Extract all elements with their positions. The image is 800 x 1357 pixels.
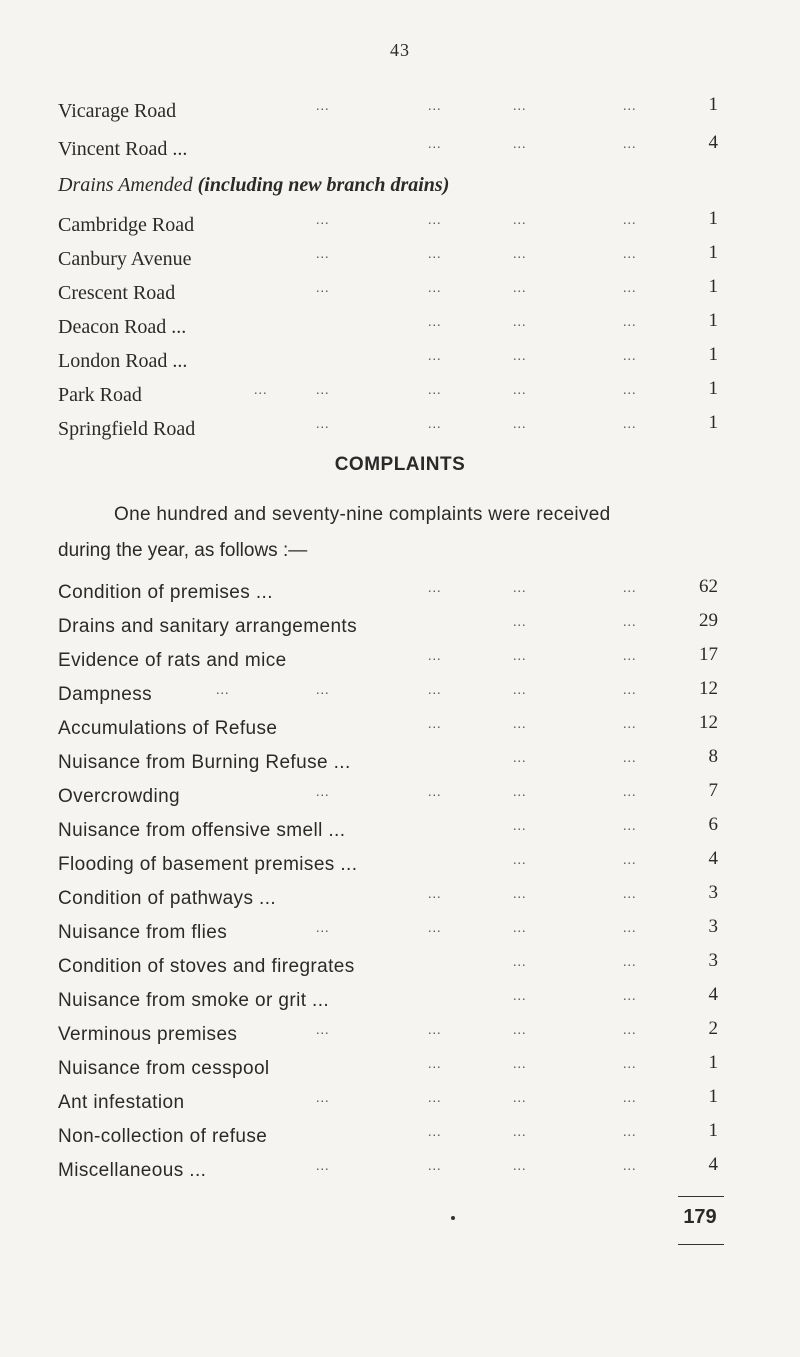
item-label: Cambridge Road (58, 214, 195, 236)
item-label: Evidence of rats and mice (58, 650, 287, 671)
leader-dots: ... (428, 649, 442, 664)
item-value: 1 (708, 276, 718, 297)
list-item (58, 1054, 718, 1084)
item-label: Nuisance from offensive smell ... (58, 820, 346, 841)
leader-dots: ... (623, 853, 637, 868)
leader-dots: ... (428, 785, 442, 800)
item-label: Condition of pathways ... (58, 888, 277, 909)
list-item (58, 816, 718, 846)
leader-dots: ... (513, 649, 527, 664)
list-item (58, 414, 718, 444)
leader-dots: ... (513, 751, 527, 766)
item-value: 1 (708, 344, 718, 365)
leader-dots: ... (513, 921, 527, 936)
item-label: Condition of premises ... (58, 582, 273, 603)
section-heading-note: (including new branch drains) (197, 174, 450, 196)
item-value: 1 (708, 242, 718, 263)
leader-dots: ... (428, 1125, 442, 1140)
leader-dots: ... (623, 1159, 637, 1174)
leader-dots: ... (513, 955, 527, 970)
item-value: 4 (708, 132, 718, 153)
leader-dots: ... (428, 921, 442, 936)
leader-dots: ... (316, 247, 330, 262)
leader-dots: ... (513, 785, 527, 800)
leader-dots: ... (428, 99, 442, 114)
leader-dots: ... (513, 1023, 527, 1038)
item-value: 17 (699, 644, 718, 665)
item-label: Vincent Road ... (58, 138, 188, 160)
leader-dots: ... (428, 683, 442, 698)
section-heading-main: Drains Amended (58, 174, 193, 196)
leader-dots: ... (623, 1125, 637, 1140)
leader-dots: ... (623, 921, 637, 936)
section-heading (58, 170, 449, 200)
item-value: 4 (708, 848, 718, 869)
item-label: Nuisance from flies (58, 922, 228, 943)
item-label: Non-collection of refuse (58, 1126, 268, 1147)
leader-dots: ... (428, 1159, 442, 1174)
leader-dots: ... (513, 819, 527, 834)
item-label: Overcrowding (58, 786, 181, 807)
list-item (58, 714, 718, 744)
item-value: 1 (708, 412, 718, 433)
leader-dots: ... (623, 99, 637, 114)
leader-dots: ... (513, 989, 527, 1004)
leader-dots: ... (513, 99, 527, 114)
list-item (58, 1088, 718, 1118)
leader-dots: ... (428, 417, 442, 432)
list-item (58, 748, 718, 778)
leader-dots: ... (428, 1023, 442, 1038)
leader-dots: ... (513, 315, 527, 330)
leader-dots: ... (513, 281, 527, 296)
leader-dots: ... (623, 1091, 637, 1106)
list-item (58, 380, 718, 410)
leader-dots: ... (513, 1125, 527, 1140)
item-label: Deacon Road ... (58, 316, 187, 338)
item-label: Springfield Road (58, 418, 196, 440)
leader-dots: ... (623, 717, 637, 732)
item-label: Nuisance from cesspool (58, 1058, 270, 1079)
leader-dots: ... (428, 247, 442, 262)
item-value: 1 (708, 1120, 718, 1141)
leader-dots: ... (316, 281, 330, 296)
list-item (58, 578, 718, 608)
item-label: Drains and sanitary arrangements (58, 616, 357, 637)
leader-dots: ... (513, 581, 527, 596)
list-item (58, 986, 718, 1016)
list-item (58, 952, 718, 982)
leader-dots: ... (428, 281, 442, 296)
intro-text: One hundred and seventy-nine complaints were received (114, 504, 611, 525)
leader-dots: ... (316, 1091, 330, 1106)
leader-dots: ... (623, 349, 637, 364)
leader-dots: ... (623, 417, 637, 432)
leader-dots: ... (513, 1159, 527, 1174)
leader-dots: ... (623, 785, 637, 800)
leader-dots: ... (623, 751, 637, 766)
leader-dots: ... (513, 247, 527, 262)
item-value: 62 (699, 576, 718, 597)
item-label: Nuisance from smoke or grit ... (58, 990, 330, 1011)
list-item (58, 312, 718, 342)
item-value: 4 (708, 984, 718, 1005)
leader-dots: ... (623, 887, 637, 902)
item-value: 1 (708, 378, 718, 399)
page-number: 43 (390, 40, 410, 60)
leader-dots: ... (513, 213, 527, 228)
leader-dots: ... (428, 581, 442, 596)
item-label: Canbury Avenue (58, 248, 192, 270)
item-value: 3 (708, 882, 718, 903)
leader-dots: ... (513, 349, 527, 364)
item-value: 2 (708, 1018, 718, 1039)
leader-dots: ... (623, 649, 637, 664)
item-value: 12 (699, 678, 718, 699)
leader-dots: ... (428, 213, 442, 228)
item-value: 7 (708, 780, 718, 801)
item-label: London Road ... (58, 350, 188, 372)
item-value: 1 (708, 1052, 718, 1073)
leader-dots: ... (254, 383, 268, 398)
item-value: 4 (708, 1154, 718, 1175)
item-value: 1 (708, 310, 718, 331)
leader-dots: ... (316, 417, 330, 432)
leader-dots: ... (513, 417, 527, 432)
total-rule-top (678, 1196, 724, 1197)
leader-dots: ... (428, 137, 442, 152)
leader-dots: ... (623, 581, 637, 596)
leader-dots: ... (513, 1057, 527, 1072)
list-item (58, 884, 718, 914)
leader-dots: ... (513, 887, 527, 902)
leader-dots: ... (316, 1159, 330, 1174)
item-label: Ant infestation (58, 1092, 185, 1113)
item-label: Miscellaneous ... (58, 1160, 207, 1181)
item-label: Condition of stoves and firegrates (58, 956, 355, 977)
leader-dots: ... (623, 137, 637, 152)
leader-dots: ... (623, 1023, 637, 1038)
leader-dots: ... (316, 683, 330, 698)
list-item (58, 244, 718, 274)
leader-dots: ... (623, 247, 637, 262)
item-label: Vicarage Road (58, 100, 177, 122)
leader-dots: ... (623, 315, 637, 330)
list-item (58, 1122, 718, 1152)
item-value: 1 (708, 1086, 718, 1107)
leader-dots: ... (623, 615, 637, 630)
item-label: Nuisance from Burning Refuse ... (58, 752, 351, 773)
leader-dots: ... (623, 213, 637, 228)
leader-dots: ... (513, 615, 527, 630)
list-item (58, 210, 718, 240)
leader-dots: ... (316, 921, 330, 936)
leader-dots: ... (428, 315, 442, 330)
list-item (58, 278, 718, 308)
list-item (58, 918, 718, 948)
leader-dots: ... (513, 683, 527, 698)
item-label: Accumulations of Refuse (58, 718, 278, 739)
list-item (58, 134, 718, 164)
leader-dots: ... (623, 955, 637, 970)
leader-dots: ... (623, 819, 637, 834)
bullet-mark (451, 1216, 455, 1220)
leader-dots: ... (623, 281, 637, 296)
list-item (58, 850, 718, 880)
leader-dots: ... (428, 1057, 442, 1072)
leader-dots: ... (513, 853, 527, 868)
list-item (58, 1156, 718, 1186)
leader-dots: ... (316, 99, 330, 114)
list-item (58, 680, 718, 710)
leader-dots: ... (623, 989, 637, 1004)
leader-dots: ... (216, 683, 230, 698)
leader-dots: ... (513, 137, 527, 152)
list-item (58, 646, 718, 676)
total-value: 179 (683, 1206, 717, 1228)
item-value: 3 (708, 950, 718, 971)
item-value: 3 (708, 916, 718, 937)
item-label: Crescent Road (58, 282, 176, 304)
list-item (58, 96, 718, 126)
leader-dots: ... (623, 683, 637, 698)
intro-text: during the year, as follows :— (58, 540, 308, 561)
leader-dots: ... (316, 785, 330, 800)
item-label: Flooding of basement premises ... (58, 854, 358, 875)
item-label: Verminous premises (58, 1024, 238, 1045)
leader-dots: ... (513, 1091, 527, 1106)
total-rule-bottom (678, 1244, 724, 1245)
section-title: COMPLAINTS (334, 454, 466, 475)
list-item (58, 1020, 718, 1050)
leader-dots: ... (316, 213, 330, 228)
leader-dots: ... (428, 383, 442, 398)
leader-dots: ... (513, 383, 527, 398)
leader-dots: ... (623, 1057, 637, 1072)
item-value: 6 (708, 814, 718, 835)
leader-dots: ... (428, 349, 442, 364)
list-item (58, 782, 718, 812)
item-value: 1 (708, 208, 718, 229)
leader-dots: ... (316, 383, 330, 398)
leader-dots: ... (623, 383, 637, 398)
leader-dots: ... (428, 887, 442, 902)
leader-dots: ... (513, 717, 527, 732)
item-value: 29 (699, 610, 718, 631)
item-label: Dampness (58, 684, 153, 705)
item-value: 1 (708, 94, 718, 115)
list-item (58, 612, 718, 642)
leader-dots: ... (428, 717, 442, 732)
leader-dots: ... (316, 1023, 330, 1038)
leader-dots: ... (428, 1091, 442, 1106)
item-label: Park Road (58, 384, 142, 406)
item-value: 8 (708, 746, 718, 767)
list-item (58, 346, 718, 376)
item-value: 12 (699, 712, 718, 733)
